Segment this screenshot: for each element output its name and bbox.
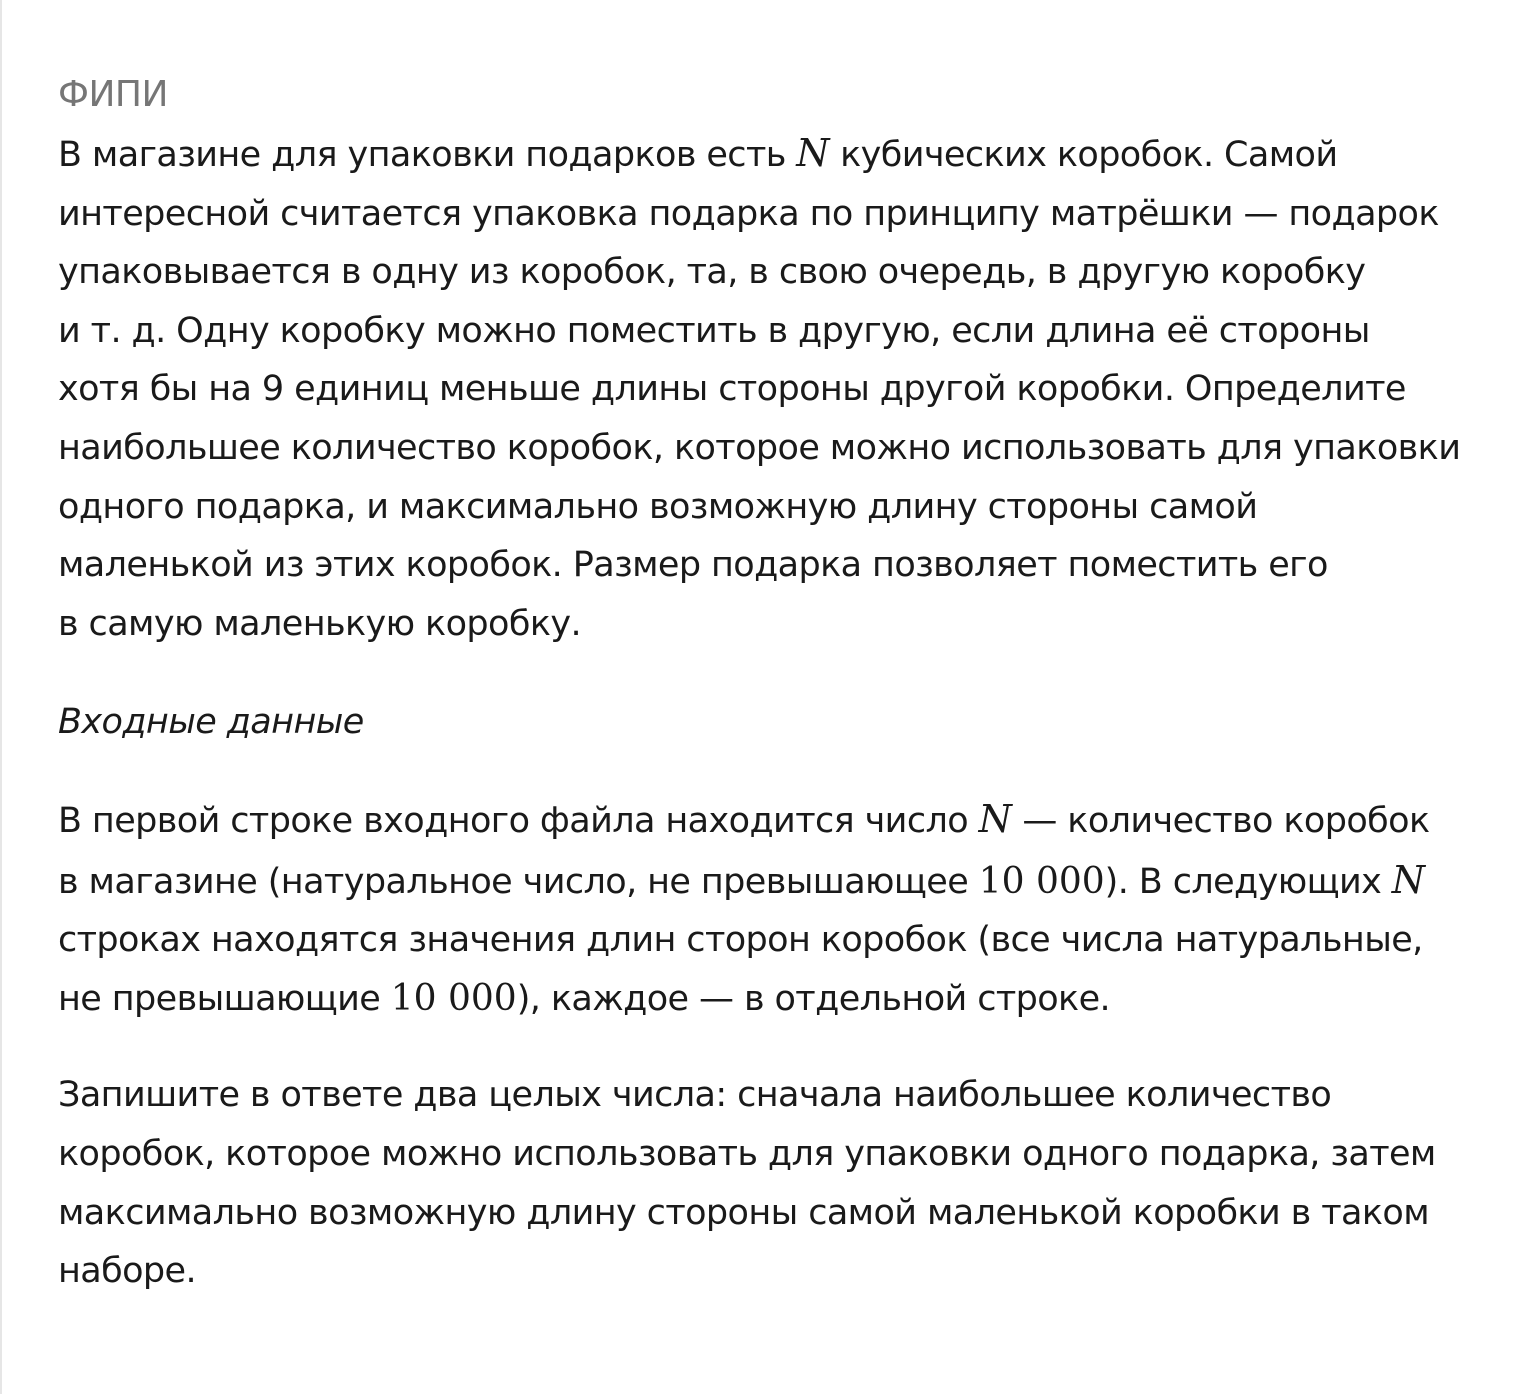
task-card (58, 66, 1478, 1301)
math-limit: 10 000 (978, 860, 1105, 902)
problem-line: в самую маленькую коробку. (58, 603, 582, 644)
problem-line: одного подарка, и максимально возможную длину стороны самой (58, 486, 1258, 527)
input-description (58, 790, 1478, 1028)
answer-line: максимально возможную длину стороны самой маленькой коробки в таком (58, 1192, 1429, 1233)
input-line: строках находятся значения длин сторон коробок (все числа натуральные, (58, 920, 1423, 961)
math-var-n: N (796, 131, 830, 175)
answer-line: Запишите в ответе два целых числа: сначала наибольшее количество (58, 1075, 1332, 1116)
answer-line: коробок, которое можно использовать для упаковки одного подарка, затем (58, 1133, 1436, 1174)
input-line: не превышающие 10 000), каждое — в отдельной строке. (58, 977, 1111, 1019)
problem-line: упаковывается в одну из коробок, та, в свою очередь, в другую коробку (58, 252, 1366, 293)
math-var-n: N (1391, 857, 1426, 902)
answer-line: наборе. (58, 1251, 197, 1292)
problem-line: маленькой из этих коробок. Размер подарка позволяет поместить его (58, 545, 1328, 586)
math-limit: 10 000 (390, 977, 517, 1019)
problem-line: и т. д. Одну коробку можно поместить в другую, если длина её стороны (58, 310, 1370, 351)
input-heading: Входные данные (58, 702, 364, 743)
problem-line: хотя бы на 9 единиц меньше длины стороны другой коробки. Определите (58, 369, 1406, 410)
problem-line: наибольшее количество коробок, которое можно использовать для упаковки (58, 427, 1461, 468)
source-label: ФИПИ (58, 74, 168, 115)
left-border (0, 0, 2, 1394)
math-var-n: N (978, 796, 1012, 841)
input-line: В первой строке входного файла находится число N — количество коробок (58, 796, 1430, 841)
problem-statement (58, 124, 1478, 653)
answer-instructions (58, 1066, 1478, 1300)
problem-line: интересной считается упаковка подарка по принципу матрёшки — подарок (58, 193, 1439, 234)
problem-line: В магазине для упаковки подарков есть N кубических коробок. Самой (58, 131, 1338, 175)
input-line: в магазине (натуральное число, не превышающее 10 000). В следующих N (58, 857, 1426, 902)
